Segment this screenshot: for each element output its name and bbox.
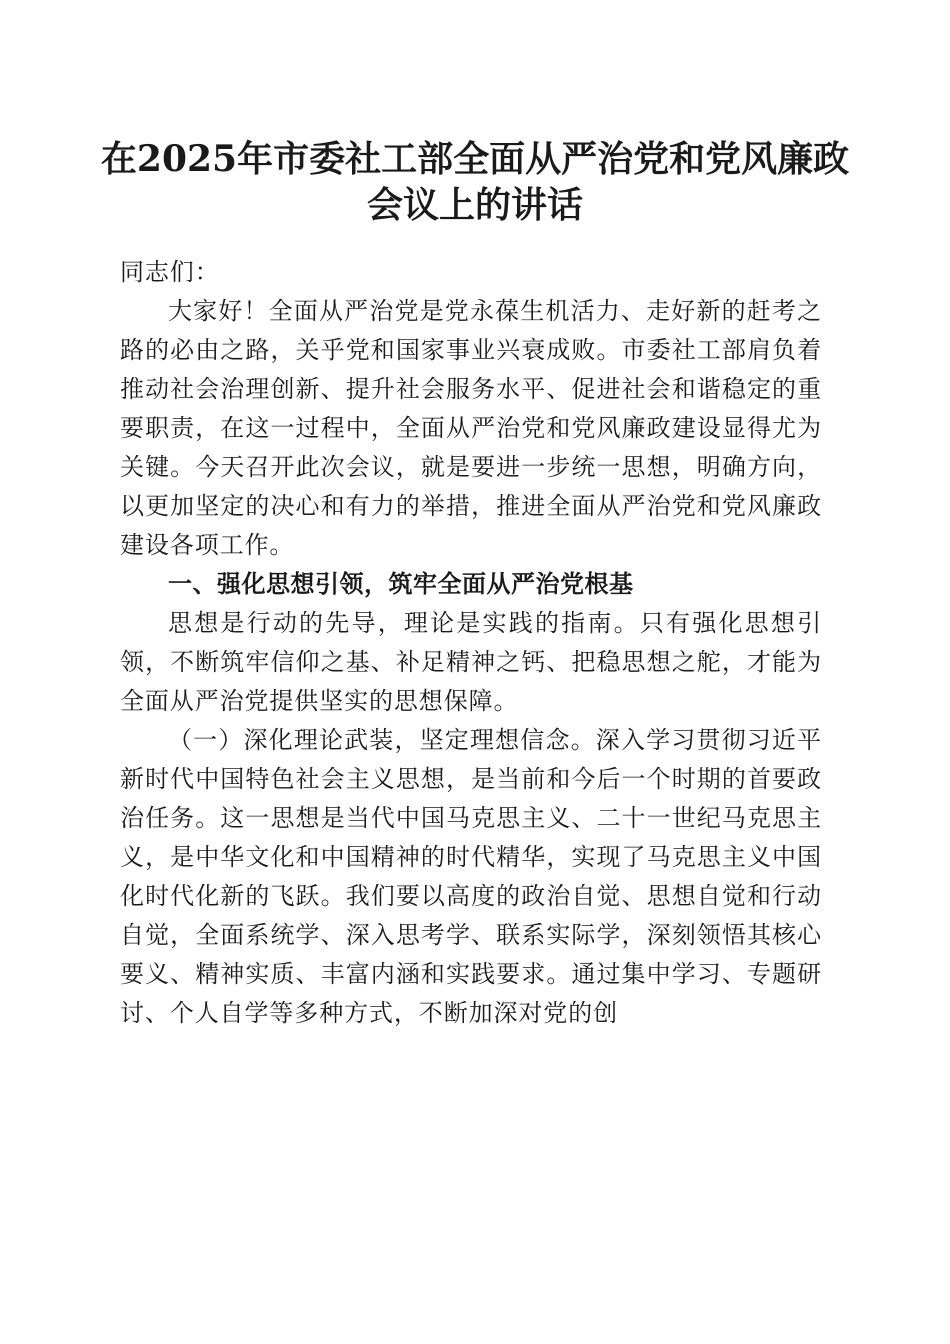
paragraph-subsection-1: （一）深化理论武装，坚定理想信念。深入学习贯彻习近平新时代中国特色社会主义思想，是当前和今后一个时期的首要政治任务。这一思想是当代中国马克思主义、二十一世纪马克思主义，是中华文化和中国精神的时代精华，实现了马克思主义中国化时代化新的飞跃。我们要以高度的政治自觉、思想自觉和行动自觉，全面系统学、深入思考学、联系实际学，深刻领悟其核心要义、精神实质、丰富内涵和实践要求。通过集中学习、专题研讨、个人自学等多种方式，不断加深对党的创 bbox=[120, 726, 822, 1027]
paragraph-section-1-intro: 思想是行动的先导，理论是实践的指南。只有强化思想引领，不断筑牢信仰之基、补足精神之钙、把稳思想之舵，才能为全面从严治党提供坚实的思想保障。 bbox=[120, 609, 822, 715]
salutation: 同志们： bbox=[120, 258, 220, 286]
document-title: 在2025年市委社工部全面从严治党和党风廉政会议上的讲话 bbox=[100, 138, 850, 226]
paragraph-opening: 大家好！全面从严治党是党永葆生机活力、走好新的赶考之路的必由之路，关乎党和国家事业兴衰成败。市委社工部肩负着推动社会治理创新、提升社会服务水平、促进社会和谐稳定的重要职责，在这一过程中，全面从严治党和党风廉政建设显得尤为关键。今天召开此次会议，就是要进一步统一思想，明确方向，以更加坚定的决心和有力的举措，推进全面从严治党和党风廉政建设各项工作。 bbox=[120, 297, 822, 559]
document-body bbox=[120, 253, 822, 1033]
section-heading-1: 一、强化思想引领，筑牢全面从严治党根基 bbox=[168, 570, 634, 598]
